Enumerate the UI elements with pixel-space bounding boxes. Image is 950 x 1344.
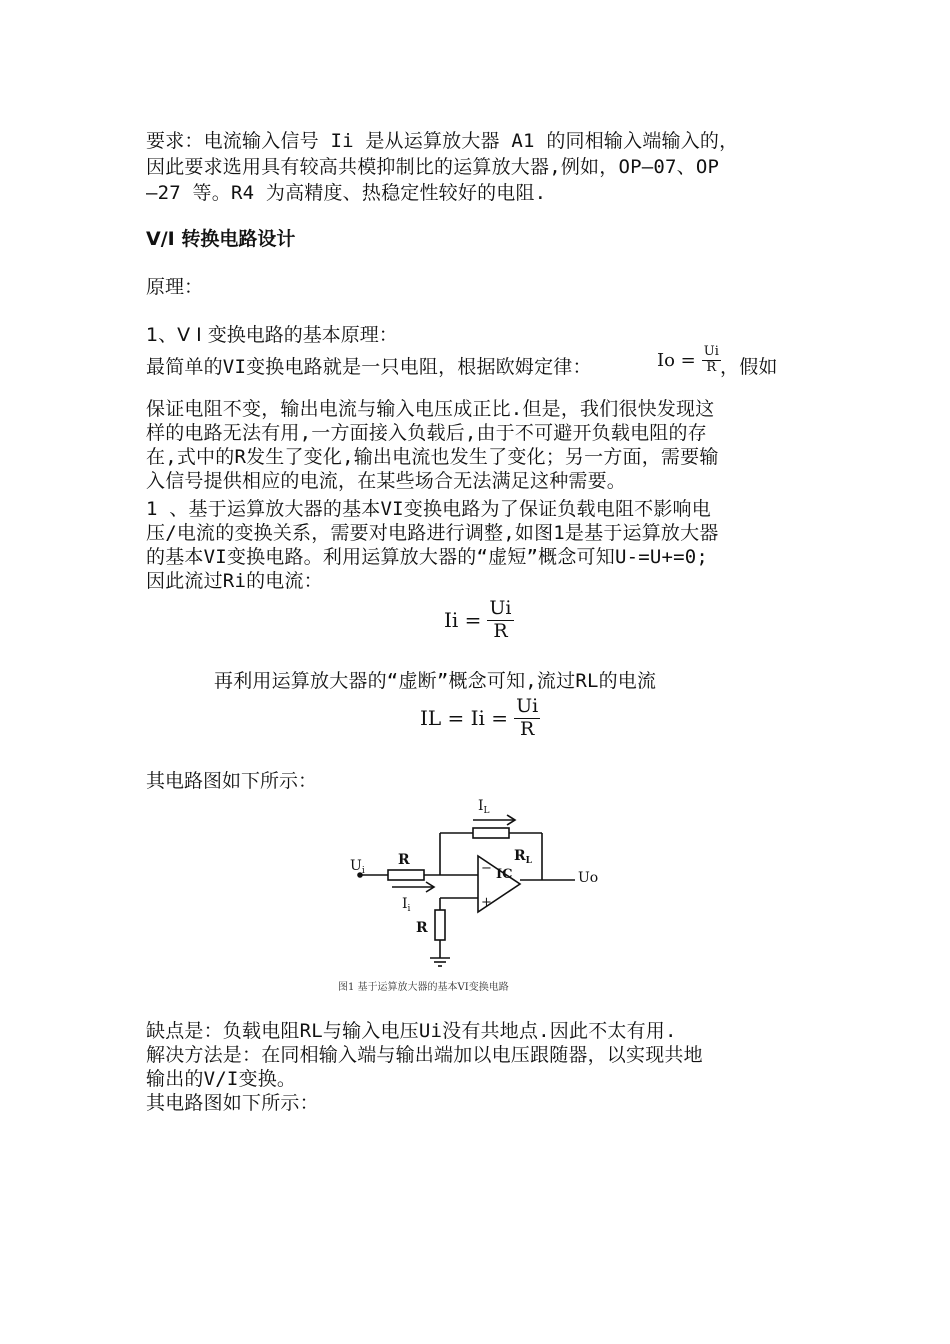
ohm-line-prefix: 最简单的VI变换电路就是一只电阻，根据欧姆定律：: [146, 356, 592, 378]
label-rl: $R_L$: [514, 848, 532, 866]
section-heading: V/I 转换电路设计: [146, 228, 296, 250]
virtual-open-text: 再利用运算放大器的“虚断”概念可知,流过RL的电流: [214, 670, 657, 692]
eq1-lhs: Ii =: [444, 608, 482, 633]
eq2-lhs: IL = Ii =: [420, 706, 509, 731]
ohm-denominator: R: [706, 359, 717, 375]
ohm-lhs: Io =: [657, 349, 696, 371]
subheading: 1、V I 变换电路的基本原理：: [146, 324, 398, 346]
equation-ii: [444, 598, 514, 643]
paragraph2-line-5: 入信号提供相应的电流，在某些场合无法满足这种需要。: [146, 470, 627, 492]
ohm-law-formula: [657, 345, 721, 376]
ohm-fraction: [702, 345, 721, 376]
label-ii: $I_i$: [402, 896, 411, 914]
label-il: $I_L$: [478, 798, 490, 816]
resistor-r-input: [388, 870, 424, 880]
label-r-ground: R: [416, 920, 428, 936]
figure-caption: 图1 基于运算放大器的基本VI变换电路: [338, 982, 509, 993]
principle-label: 原理：: [146, 276, 204, 298]
resistor-rl: [473, 828, 509, 838]
resistor-r-ground: [435, 910, 445, 940]
eq2-numerator: Ui: [516, 695, 539, 717]
paragraph2-line-2: 保证电阻不变，输出电流与输入电压成正比.但是，我们很快发现这: [146, 398, 715, 420]
circuit-intro-label: 其电路图如下所示：: [146, 770, 318, 792]
paragraph2-line-3: 样的电路无法有用,一方面接入负载后,由于不可避开负载电阻的存: [146, 422, 707, 444]
paragraph3-line-1: 1 、基于运算放大器的基本VI变换电路为了保证负载电阻不影响电: [146, 498, 711, 520]
vi-converter-circuit-diagram: [330, 790, 620, 1000]
ohm-numerator: Ui: [703, 344, 719, 359]
paragraph3-line-2: 压/电流的变换关系，需要对电路进行调整,如图1是基于运算放大器: [146, 522, 719, 544]
paragraph4-line-3: 输出的V/I变换。: [146, 1068, 297, 1090]
equation-il: [420, 696, 540, 741]
eq2-fraction: [514, 696, 540, 741]
ohm-line-suffix: ，假如: [720, 356, 778, 378]
eq1-denominator: R: [493, 619, 508, 642]
eq1-numerator: Ui: [489, 597, 512, 619]
paragraph2-line-4: 在,式中的R发生了变化,输出电流也发生了变化；另一方面，需要输: [146, 446, 719, 468]
paragraph4-line-4: 其电路图如下所示：: [146, 1092, 319, 1114]
minus-sign: −: [481, 861, 492, 876]
requirement-line-2: 因此要求选用具有较高共模抑制比的运算放大器,例如，OP—07、OP: [146, 156, 720, 178]
eq1-fraction: [487, 598, 513, 643]
label-r-input: R: [398, 852, 410, 868]
eq2-denominator: R: [519, 717, 535, 740]
paragraph4-line-2: 解决方法是：在同相输入端与输出端加以电压跟随器，以实现共地: [146, 1044, 703, 1066]
label-ui: $U_i$: [350, 858, 365, 876]
requirement-line-3: —27 等。R4 为高精度、热稳定性较好的电阻.: [146, 182, 547, 204]
paragraph4-line-1: 缺点是：负载电阻RL与输入电压Ui没有共地点.因此不太有用.: [146, 1020, 677, 1042]
paragraph3-line-4: 因此流过Ri的电流：: [146, 570, 323, 592]
label-ic: IC: [496, 867, 513, 882]
requirement-line-1: 要求：电流输入信号 Ii 是从运算放大器 A1 的同相输入端输入的，: [146, 130, 739, 152]
label-uo: Uo: [578, 870, 599, 886]
plus-sign: +: [481, 895, 492, 910]
paragraph3-line-3: 的基本VI变换电路。利用运算放大器的“虚短”概念可知U-=U+=0;: [146, 546, 709, 568]
